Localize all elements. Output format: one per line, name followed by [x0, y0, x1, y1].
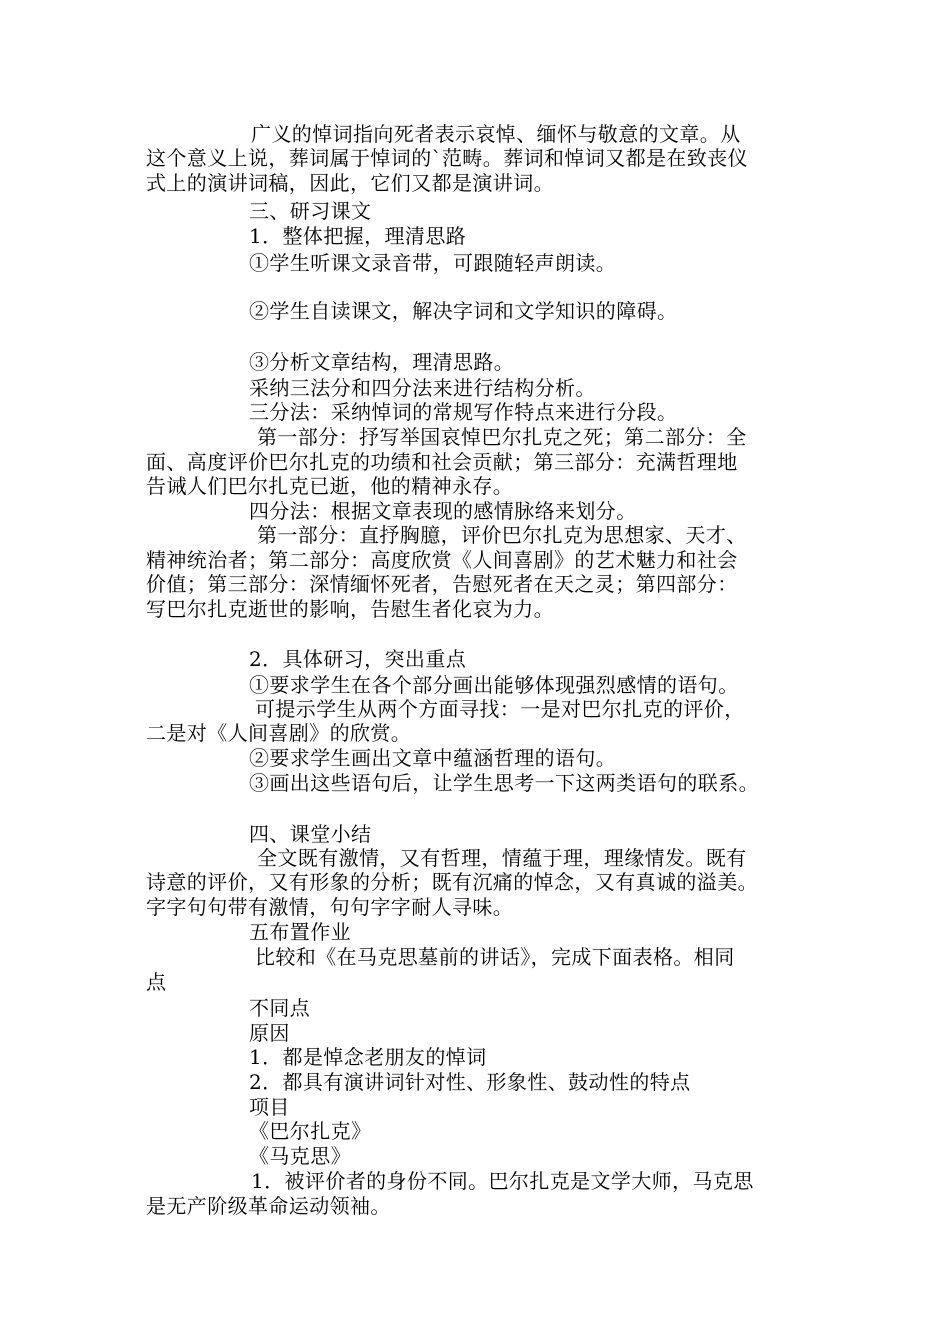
- text-line: ①学生听课文录音带，可跟随轻声朗读。: [249, 251, 617, 275]
- text-line: ②学生自读课文，解决字词和文学知识的障碍。: [249, 299, 678, 323]
- text-line: 诗意的评价，又有形象的分析；既有沉痛的悼念，又有真诚的溢美。: [146, 870, 758, 894]
- text-line: 采纳三法分和四分法来进行结构分析。: [249, 376, 596, 400]
- text-line: 式上的演讲词稿，因此，它们又都是演讲词。: [146, 171, 554, 195]
- section-heading: 五布置作业: [249, 920, 351, 944]
- subsection-heading: 2．具体研习，突出重点: [249, 647, 467, 671]
- text-line: 写巴尔扎克逝世的影响，告慰生者化哀为力。: [146, 597, 554, 621]
- text-line: 二是对《人间喜剧》的欣赏。: [146, 721, 412, 745]
- text-line: 1．被评价者的身份不同。巴尔扎克是文学大师，马克思: [251, 1169, 754, 1193]
- text-line: 字字句句带有激情，句句字字耐人寻味。: [146, 895, 514, 919]
- text-line: 第一部分：直抒胸臆，评价巴尔扎克为思想家、天才、: [257, 523, 747, 547]
- table-cell-text: 2．都具有演讲词针对性、形象性、鼓动性的特点: [249, 1070, 691, 1094]
- text-line: 精神统治者；第二部分：高度欣赏《人间喜剧》的艺术魅力和社会: [146, 548, 738, 572]
- text-line: 第一部分：抒写举国哀悼巴尔扎克之死；第二部分：全: [257, 425, 747, 449]
- table-cell-text: 《马克思》: [249, 1144, 351, 1168]
- text-line: 全文既有激情，又有哲理，情蕴于理，理缘情发。既有: [257, 846, 747, 870]
- section-heading: 三、研习课文: [249, 199, 372, 223]
- text-line: 面、高度评价巴尔扎克的功绩和社会贡献；第三部分：充满哲理地: [146, 450, 738, 474]
- table-cell-text: 不同点: [249, 996, 311, 1020]
- text-line: 告诫人们巴尔扎克已逝，他的精神永存。: [146, 474, 514, 498]
- text-line: 广义的悼词指向死者表示哀悼、缅怀与敬意的文章。从: [251, 122, 741, 146]
- text-line: 四分法：根据文章表现的感情脉络来划分。: [249, 499, 637, 523]
- table-cell-text: 《巴尔扎克》: [249, 1119, 372, 1143]
- table-cell-text: 原因: [249, 1021, 290, 1045]
- text-line: ③画出这些语句后，让学生思考一下这两类语句的联系。: [249, 771, 759, 795]
- text-line: 是无产阶级革命运动领袖。: [146, 1194, 391, 1218]
- table-cell-text: 项目: [249, 1095, 290, 1119]
- table-cell-text: 1．都是悼念老朋友的悼词: [249, 1045, 487, 1069]
- section-heading: 四、课堂小结: [249, 822, 372, 846]
- text-line: 三分法：采纳悼词的常规写作特点来进行分段。: [249, 400, 678, 424]
- text-line: ①要求学生在各个部分画出能够体现强烈感情的语句。: [249, 673, 739, 697]
- text-line: ③分析文章结构，理清思路。: [249, 350, 515, 374]
- text-line: 这个意义上说，葬词属于悼词的`范畴。葬词和悼词又都是在致丧仪: [146, 146, 748, 170]
- text-line: ②要求学生画出文章中蕴涵哲理的语句。: [249, 746, 617, 770]
- text-line: 比较和《在马克思墓前的讲话》，完成下面表格。相同: [255, 945, 735, 969]
- subsection-heading: 1．整体把握，理清思路: [249, 224, 467, 248]
- text-line: 价值；第三部分：深情缅怀死者，告慰死者在天之灵；第四部分：: [146, 572, 738, 596]
- text-line: 点: [146, 970, 167, 994]
- text-line: 可提示学生从两个方面寻找：一是对巴尔扎克的评价，: [255, 697, 745, 721]
